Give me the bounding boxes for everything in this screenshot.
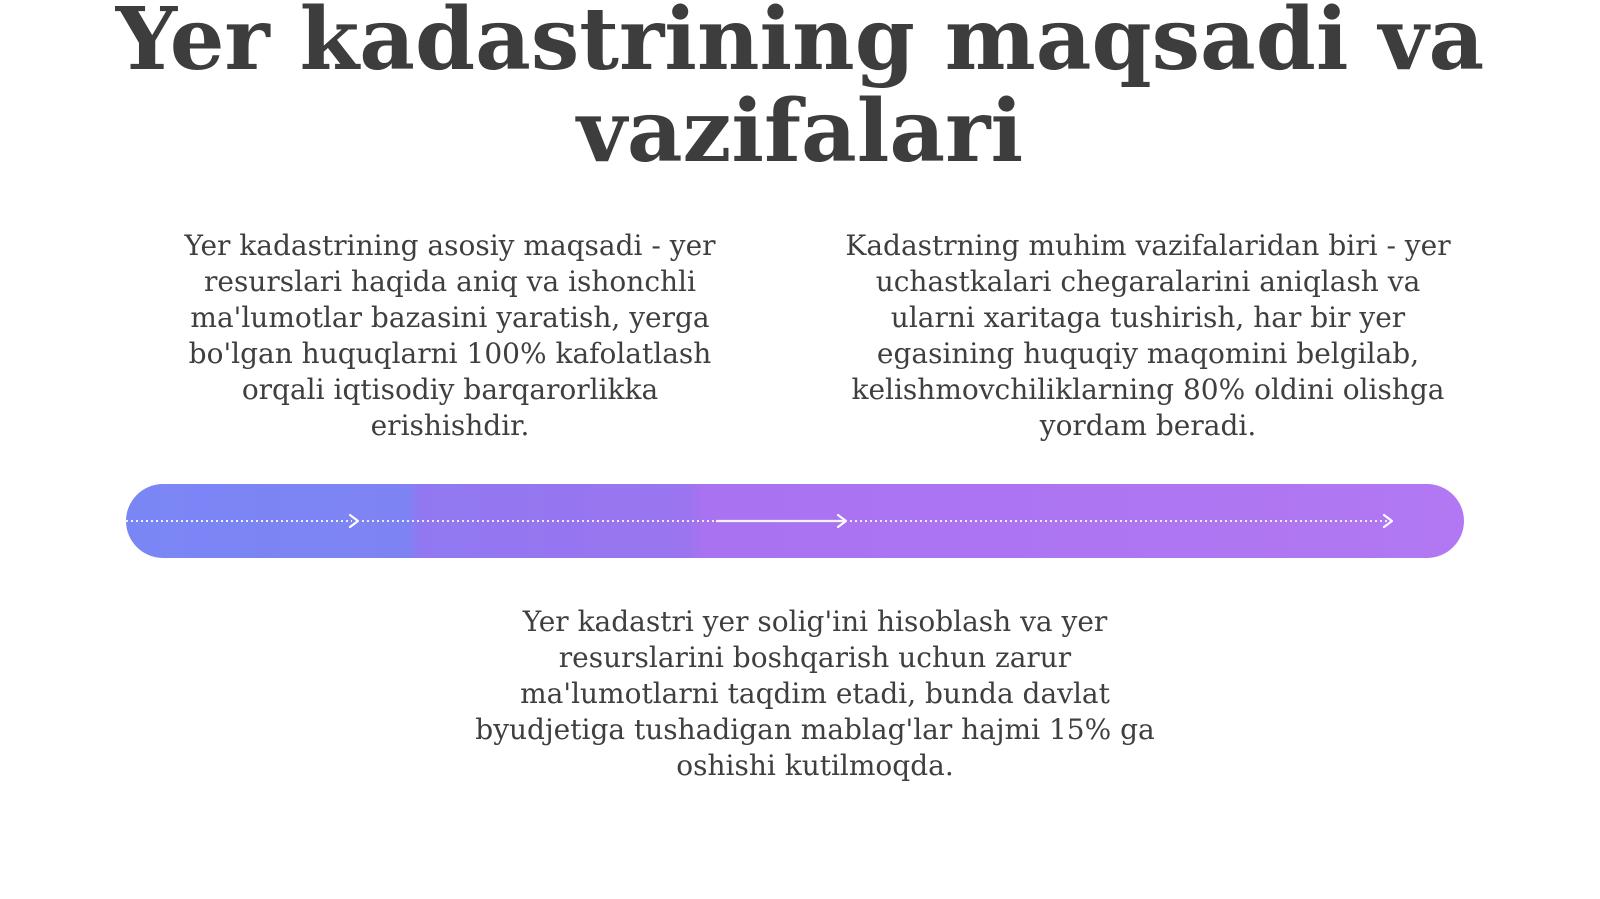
paragraph-goal: Yer kadastrining asosiy maqsadi - yer resurslari haqida aniq va ishonchli ma'lumotlar bazasini yaratish, yerga bo'lgan huquqlarni 100% kafolatlash orqali iqtisodiy barqarorlikka erishishdir. — [184, 229, 716, 442]
timeline-bar — [126, 484, 1464, 558]
paragraph-task: Kadastrning muhim vazifalaridan biri - yer uchastkalari chegaralarini aniqlash va ularni xaritaga tushirish, har bir yer egasining huquqiy maqomini belgilab, kelishmovchiliklarning 80% oldini olishga yordam beradi. — [845, 229, 1451, 442]
timeline-arrows — [126, 484, 1464, 558]
paragraph-tax: Yer kadastri yer solig'ini hisoblash va yer resurslarini boshqarish uchun zarur ma'lumotlarni taqdim etadi, bunda davlat byudjetiga tushadigan mablag'lar hajmi 15% ga oshishi kutilmoqda. — [475, 605, 1155, 782]
slide-title: Yer kadastrining maqsadi va vazifalari — [115, 0, 1485, 182]
